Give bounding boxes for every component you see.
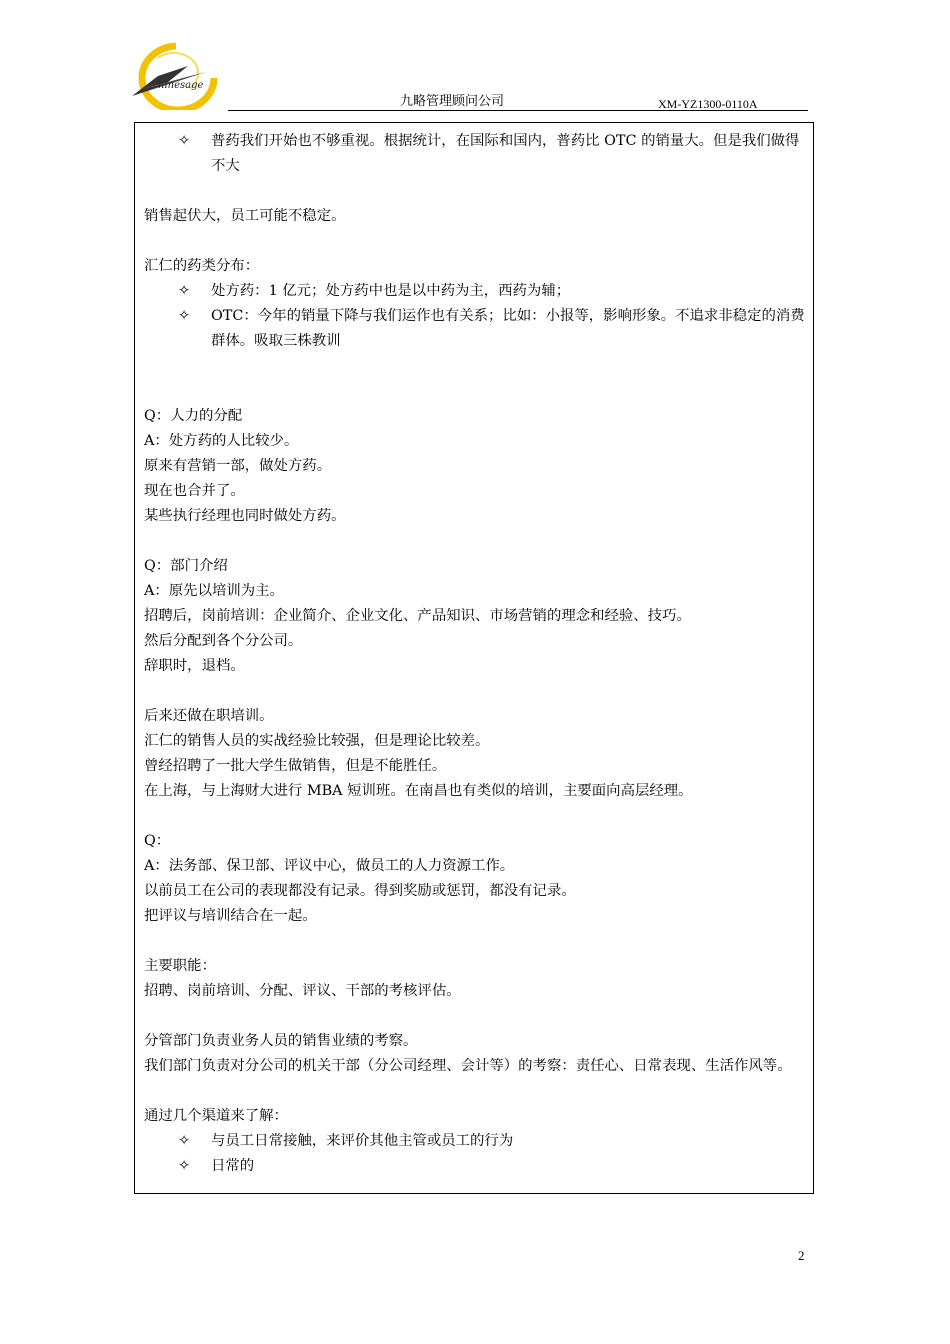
paragraph: 招聘后，岗前培训：企业简介、企业文化、产品知识、市场营销的理念和经验、技巧。 <box>144 608 691 624</box>
paragraph: 曾经招聘了一批大学生做销售，但是不能胜任。 <box>144 758 447 774</box>
answer: A：原先以培训为主。 <box>144 583 284 599</box>
paragraph: 在上海，与上海财大进行 MBA 短训班。在南昌也有类似的培训，主要面向高层经理。 <box>144 783 693 799</box>
company-logo <box>128 38 228 110</box>
diamond-bullet-icon: ✧ <box>178 133 191 149</box>
logo-wordmark: ninesage <box>158 80 204 91</box>
paragraph: 现在也合并了。 <box>144 483 245 499</box>
paragraph: 分管部门负责业务人员的销售业绩的考察。 <box>144 1033 418 1049</box>
paragraph: 招聘、岗前培训、分配、评议、干部的考核评估。 <box>144 983 461 999</box>
paragraph: 某些执行经理也同时做处方药。 <box>144 508 346 524</box>
document-code: XM-YZ1300-0110A <box>658 97 758 111</box>
paragraph: 汇仁的药类分布： <box>144 258 260 274</box>
paragraph: 原来有营销一部，做处方药。 <box>144 458 332 474</box>
bullet-item: ✧ OTC：今年的销量下降与我们运作也有关系；比如：小报等，影响形象。不追求非稳定的消费群体。吸取三株教训 <box>144 304 805 354</box>
page-number: 2 <box>798 1248 805 1263</box>
paragraph: 汇仁的销售人员的实战经验比较强，但是理论比较差。 <box>144 733 490 749</box>
bullet-item: ✧ 普药我们开始也不够重视。根据统计，在国际和国内，普药比 OTC 的销量大。但是我们做得不大 <box>144 129 805 179</box>
bullet-item: ✧ 日常的 <box>144 1154 805 1179</box>
paragraph: 销售起伏大，员工可能不稳定。 <box>144 208 346 224</box>
content-box <box>134 122 814 1194</box>
company-name: 九略管理顾问公司 <box>400 94 505 109</box>
paragraph: 辞职时，退档。 <box>144 658 245 674</box>
diamond-bullet-icon: ✧ <box>178 283 191 299</box>
paragraph: 把评议与培训结合在一起。 <box>144 908 317 924</box>
bullet-item: ✧ 处方药：1 亿元；处方药中也是以中药为主，西药为辅； <box>144 279 805 304</box>
diamond-bullet-icon: ✧ <box>178 308 191 324</box>
header-rule <box>228 110 808 111</box>
paragraph: 以前员工在公司的表现都没有记录。得到奖励或惩罚，都没有记录。 <box>144 883 576 899</box>
paragraph: 主要职能： <box>144 958 216 974</box>
paragraph: 通过几个渠道来了解： <box>144 1108 288 1124</box>
answer: A：处方药的人比较少。 <box>144 433 299 449</box>
bullet-item: ✧ 与员工日常接触，来评价其他主管或员工的行为 <box>144 1129 805 1154</box>
paragraph: 然后分配到各个分公司。 <box>144 633 303 649</box>
answer: A：法务部、保卫部、评议中心，做员工的人力资源工作。 <box>144 858 515 874</box>
question: Q：部门介绍 <box>144 558 228 574</box>
paragraph: 我们部门负责对分公司的机关干部（分公司经理、会计等）的考察：责任心、日常表现、生活作风等。 <box>144 1058 792 1074</box>
diamond-bullet-icon: ✧ <box>178 1133 191 1149</box>
question: Q：人力的分配 <box>144 408 243 424</box>
diamond-bullet-icon: ✧ <box>178 1158 191 1174</box>
question: Q： <box>144 833 171 849</box>
paragraph: 后来还做在职培训。 <box>144 708 274 724</box>
